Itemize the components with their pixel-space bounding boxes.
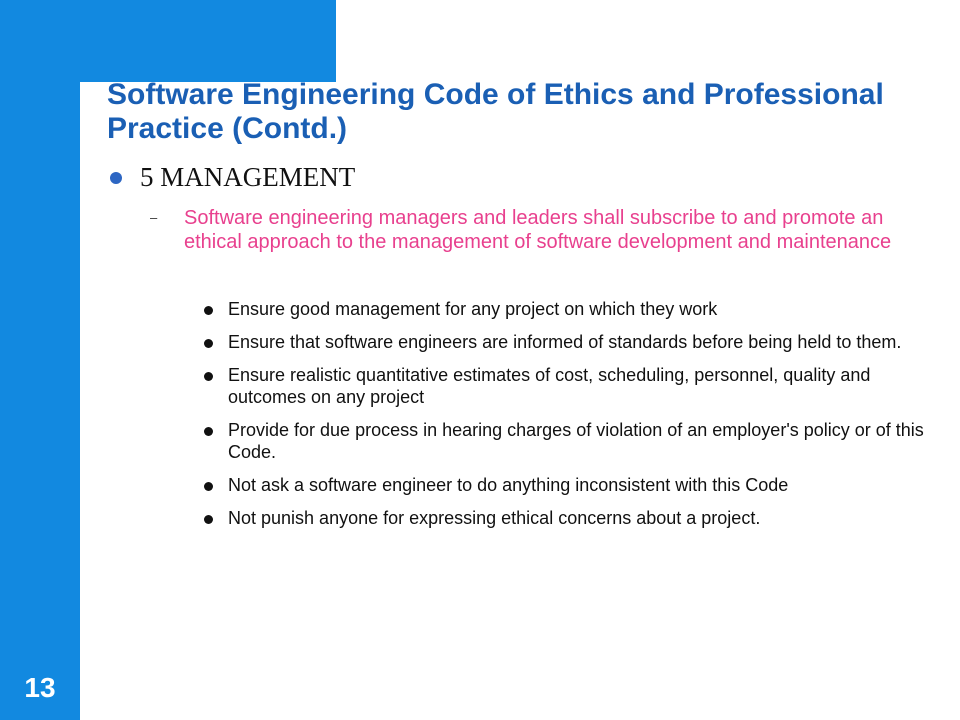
slide-number: 13 [24, 672, 56, 703]
bullet-icon [204, 515, 213, 524]
list-item-text: Provide for due process in hearing charges of violation of an employer's policy or of this Code. [228, 420, 924, 462]
bullet-icon [204, 372, 213, 381]
section-heading-text: 5 MANAGEMENT [140, 162, 356, 192]
section-heading [110, 162, 910, 193]
bullet-icon [204, 427, 213, 436]
list-item-text: Not punish anyone for expressing ethical concerns about a project. [228, 508, 761, 528]
list-item-text: Ensure that software engineers are informed of standards before being held to them. [228, 332, 902, 352]
sidebar-band [0, 0, 80, 720]
list-item [204, 474, 924, 496]
principle [150, 206, 930, 254]
top-band [0, 0, 336, 82]
list-item-text: Not ask a software engineer to do anything inconsistent with this Code [228, 475, 789, 495]
principle-text: Software engineering managers and leaders shall subscribe to and promote an ethical approach to the management of software development and maintenance [184, 207, 892, 253]
list-item [204, 419, 924, 463]
list-item-text: Ensure realistic quantitative estimates of cost, scheduling, personnel, quality and outcomes on any project [228, 365, 871, 407]
dash-icon: – [150, 210, 158, 225]
bullet-icon [204, 306, 213, 315]
bullet-icon [110, 172, 122, 184]
slide-title: Software Engineering Code of Ethics and Professional Practice (Contd.) [107, 78, 884, 145]
list-item [204, 298, 924, 320]
list-item [204, 364, 924, 408]
clause-list [204, 298, 924, 540]
bullet-icon [204, 482, 213, 491]
list-item [204, 331, 924, 353]
list-item-text: Ensure good management for any project on which they work [228, 299, 718, 319]
list-item [204, 507, 924, 529]
bullet-icon [204, 339, 213, 348]
